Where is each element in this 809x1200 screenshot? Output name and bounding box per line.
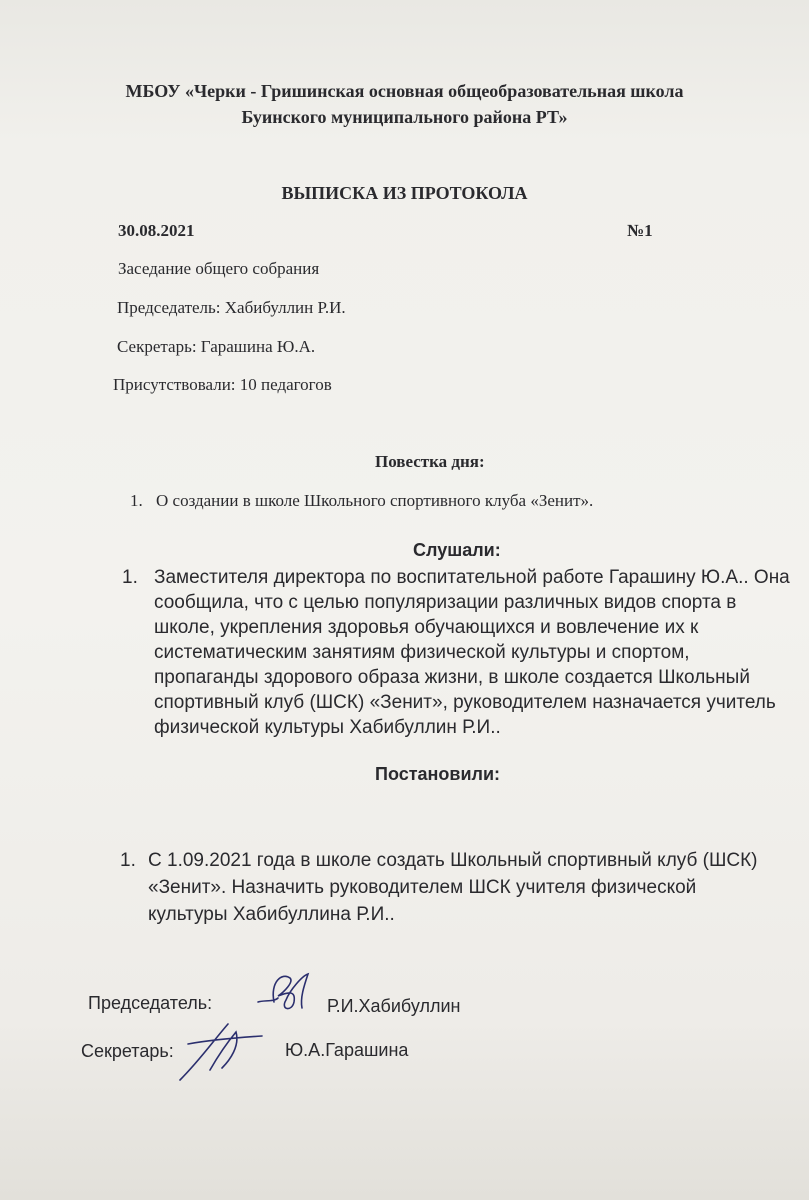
resolved-line: С 1.09.2021 года в школе создать Школьный спортивный клуб (ШСК)	[148, 850, 758, 871]
chairman-signature-label: Председатель:	[88, 993, 213, 1013]
org-name-line-1: МБОУ «Черки - Гришинская основная общеобразовательная школа	[125, 81, 684, 101]
protocol-date: 30.08.2021	[118, 221, 195, 240]
chairman-signature-name: Р.И.Хабибуллин	[327, 996, 461, 1016]
agenda-item-text: О создании в школе Школьного спортивного клуба «Зенит».	[156, 491, 594, 510]
protocol-number: №1	[627, 221, 653, 240]
secretary-signature-name: Ю.А.Гарашина	[285, 1040, 409, 1060]
org-name-line-2: Буинского муниципального района РТ»	[241, 107, 568, 127]
resolved-line: культуры Хабибуллина Р.И..	[148, 904, 395, 925]
heard-line: физической культуры Хабибуллин Р.И..	[154, 717, 501, 738]
heard-heading: Слушали:	[413, 540, 501, 560]
heard-line: систематическим занятиям физической культуры и спортом,	[154, 642, 690, 663]
meeting-type: Заседание общего собрания	[118, 259, 320, 278]
present-line: Присутствовали: 10 педагогов	[113, 375, 332, 394]
heard-line: Заместителя директора по воспитательной работе Гарашину Ю.А.. Она	[154, 567, 790, 588]
chairman-line: Председатель: Хабибуллин Р.И.	[117, 298, 346, 317]
heard-line: пропаганды здорового образа жизни, в школе создается Школьный	[154, 667, 750, 688]
heard-line: сообщила, что с целью популяризации различных видов спорта в	[154, 592, 737, 613]
heard-item-number: 1.	[122, 567, 138, 588]
handwritten-signature-secretary	[170, 1010, 280, 1090]
secretary-signature-label: Секретарь:	[81, 1041, 174, 1061]
resolved-item-number: 1.	[120, 850, 136, 871]
resolved-line: «Зенит». Назначить руководителем ШСК учителя физической	[148, 877, 697, 898]
secretary-line: Секретарь: Гарашина Ю.А.	[117, 337, 316, 356]
heard-line: школе, укрепления здоровья обучающихся и вовлечение их к	[154, 617, 699, 638]
document-title: ВЫПИСКА ИЗ ПРОТОКОЛА	[281, 183, 528, 203]
agenda-item-number: 1.	[130, 491, 143, 510]
agenda-heading: Повестка дня:	[375, 452, 485, 471]
resolved-heading: Постановили:	[375, 764, 501, 784]
heard-line: спортивный клуб (ШСК) «Зенит», руководителем назначается учитель	[154, 692, 776, 713]
